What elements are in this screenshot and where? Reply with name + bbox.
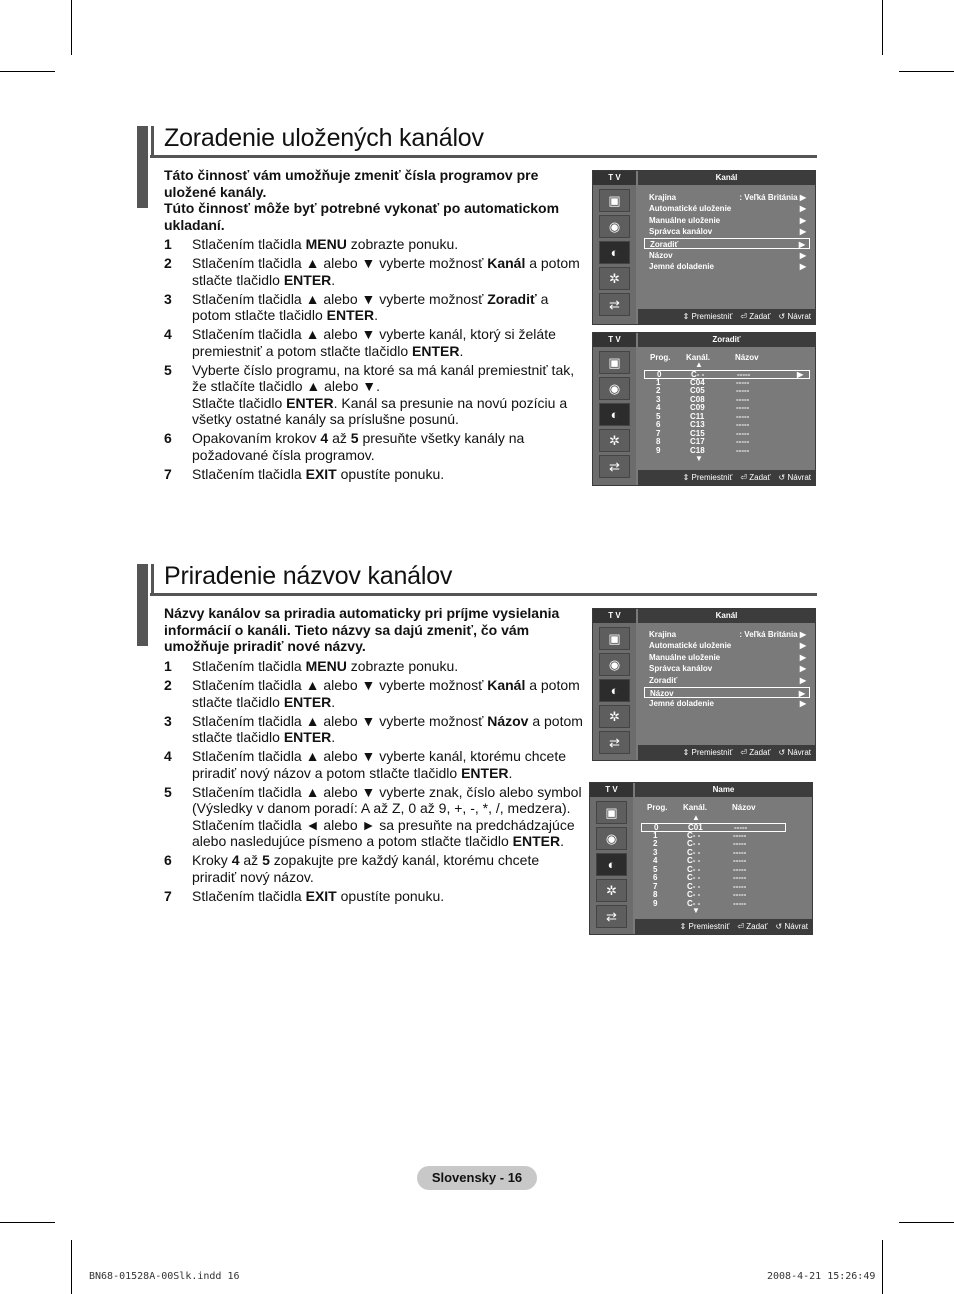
step-item — [164, 658, 584, 675]
osd-menu-item: Automatické uloženie ▶ — [649, 641, 806, 650]
list-row: 2 C05 ----- — [656, 386, 750, 395]
intro-text: Táto činnosť vám umožňuje zmeniť čísla programov pre uložené kanály. — [164, 167, 539, 200]
print-slug-file: BN68-01528A-00Slk.indd 16 — [89, 1271, 240, 1282]
osd-hint-enter: ⏎ Zadať — [737, 922, 768, 931]
osd-hint-return: ↺ Návrat — [778, 473, 811, 482]
step-number: 1 — [164, 236, 172, 252]
col-header-channel: Kanál. — [683, 803, 708, 812]
step-item — [164, 326, 584, 359]
step-text: Stlačením tlačidla MENU zobrazte ponuku. — [192, 658, 459, 674]
osd-screen-kanal-menu — [592, 608, 816, 761]
list-row: 8 C17 ----- — [656, 437, 750, 446]
crop-mark — [0, 1222, 55, 1223]
channel-icon: ◐ — [596, 853, 627, 876]
col-header-channel: Kanál. — [686, 353, 711, 362]
osd-footer — [635, 919, 812, 934]
steps-list — [164, 658, 584, 907]
step-number: 7 — [164, 887, 172, 904]
step-number: 5 — [164, 361, 172, 378]
intro-text: Túto činnosť môže byť potrebné vykonať po automatickom ukladaní. — [164, 200, 560, 233]
osd-tv-label: T V — [590, 783, 633, 797]
list-row-selected: 0 C- - ----- ▶ — [644, 370, 810, 379]
crop-mark — [882, 1240, 883, 1294]
setup-icon: ✲ — [599, 705, 630, 728]
section-marker — [151, 126, 154, 156]
picture-icon: ▣ — [599, 189, 630, 212]
scroll-down-icon: ▼ — [692, 906, 700, 915]
sound-icon: ◉ — [599, 215, 630, 238]
osd-menu-item: Manuálne uloženie ▶ — [649, 653, 806, 662]
list-row: 2 C- - ----- — [653, 839, 747, 848]
osd-menu-item: Jemné doladenie ▶ — [649, 699, 806, 708]
crop-mark — [899, 71, 954, 72]
list-row: 7 C15 ----- — [656, 428, 750, 438]
osd-footer — [638, 309, 815, 324]
list-row-selected: 0 C01 ----- — [641, 823, 786, 832]
list-row: 6 C13 ----- — [656, 420, 750, 429]
list-row: 8 C- - ----- — [653, 890, 747, 899]
step-item — [164, 784, 584, 850]
sound-icon: ◉ — [596, 827, 627, 850]
osd-screen-kanal-menu — [592, 170, 816, 325]
section-title: Zoradenie uložených kanálov — [164, 124, 484, 152]
step-text: Opakovaním krokov 4 až 5 presuňte všetky kanály na požadované čísla programov. — [192, 430, 525, 463]
section-marker — [151, 564, 154, 594]
osd-hint-return: ↺ Návrat — [778, 312, 811, 321]
osd-menu-title: Zoradiť — [638, 333, 815, 347]
setup-icon: ✲ — [599, 429, 630, 452]
step-number: 1 — [164, 658, 172, 674]
step-number: 6 — [164, 852, 172, 868]
step-text: Vyberte číslo programu, na ktoré sa má kanál premiestniť tak, že stlačíte tlačidlo ▲ alebo ▼. Stlačte tlačidlo ENTER. Kanál sa presunie na novú pozíciu a všetky ostatné kanály sa príslušne posunú. — [192, 361, 575, 427]
osd-hint-move: ⇕ Premiestniť — [682, 473, 733, 482]
step-text: Stlačením tlačidla ▲ alebo ▼ vyberte znak, číslo alebo symbol (Výsledky v danom poradí: A až Z, 0 až 9, +, -, *, /, medzera). Stlačením tlačidla ◄ alebo ► sa presuňte na predchádzajúce alebo nasledujúce písmeno a potom stlačte tlačidlo ENTER. — [192, 783, 582, 849]
osd-hint-enter: ⏎ Zadať — [740, 312, 771, 321]
step-text: Stlačením tlačidla ▲ alebo ▼ vyberte kanál, ktorému chcete priradiť nový názov a potom stlačte tlačidlo ENTER. — [192, 748, 567, 781]
picture-icon: ▣ — [599, 627, 630, 650]
section-marker — [137, 564, 148, 646]
section-rule — [150, 593, 817, 596]
list-row: 5 C11 ----- — [656, 411, 750, 421]
step-number: 2 — [164, 677, 172, 693]
list-row: 9 C- - ----- — [653, 898, 747, 908]
osd-tv-label: T V — [593, 171, 636, 185]
channel-icon: ◐ — [599, 241, 630, 264]
setup-icon: ✲ — [599, 267, 630, 290]
osd-menu-item: Manuálne uloženie ▶ — [649, 216, 806, 225]
step-item — [164, 713, 584, 746]
step-item — [164, 466, 584, 483]
osd-hint-enter: ⏎ Zadať — [740, 473, 771, 482]
step-text: Stlačením tlačidla ▲ alebo ▼ vyberte možnosť Názov a potom stlačte tlačidlo ENTER. — [192, 712, 583, 745]
osd-footer — [638, 470, 815, 485]
crop-mark — [71, 0, 72, 55]
step-item — [164, 236, 584, 253]
list-row: 6 C- - ----- — [653, 873, 747, 882]
step-number: 4 — [164, 748, 172, 764]
osd-hint-move: ⇕ Premiestniť — [682, 312, 733, 321]
step-text: Stlačením tlačidla EXIT opustíte ponuku. — [192, 887, 445, 904]
osd-hint-move: ⇕ Premiestniť — [682, 748, 733, 757]
step-text: Stlačením tlačidla ▲ alebo ▼ vyberte kanál, ktorý si želáte premiestniť a potom stlačte tlačidlo ENTER. — [192, 326, 556, 359]
step-item — [164, 291, 584, 324]
step-text: Kroky 4 až 5 zopakujte pre každý kanál, ktorému chcete priradiť nový názov. — [192, 852, 540, 885]
input-icon: ⇄ — [599, 731, 630, 754]
print-slug-date: 2008-4-21 15:26:49 — [767, 1271, 876, 1282]
intro-text: Názvy kanálov sa priradia automaticky pri príjme vysielania informácií o kanáli. Tieto názvy sa dajú zmeniť, čo vám umožňuje priradiť nové názvy. — [164, 605, 560, 654]
crop-mark — [882, 0, 883, 55]
osd-menu-title: Name — [635, 783, 812, 797]
step-number: 4 — [164, 326, 172, 342]
step-number: 7 — [164, 465, 172, 482]
col-header-prog: Prog. — [650, 353, 671, 362]
section-marker — [137, 126, 148, 208]
step-number: 2 — [164, 255, 172, 271]
osd-menu-title: Kanál — [638, 609, 815, 623]
osd-menu-item: Zoradiť ▶ — [649, 676, 806, 685]
step-item — [164, 677, 584, 710]
step-item — [164, 255, 584, 288]
step-text: Stlačením tlačidla ▲ alebo ▼ vyberte možnosť Zoradiť a potom stlačte tlačidlo ENTER. — [192, 290, 549, 323]
crop-mark — [0, 71, 55, 72]
channel-icon: ◐ — [599, 679, 630, 702]
step-text: Stlačením tlačidla ▲ alebo ▼ vyberte možnosť Kanál a potom stlačte tlačidlo ENTER. — [192, 255, 580, 288]
list-row: 7 C- - ----- — [653, 881, 747, 891]
steps-list — [164, 236, 584, 485]
osd-hint-return: ↺ Návrat — [775, 922, 808, 931]
osd-menu-item: Krajina : Veľká Británia ▶ — [649, 193, 806, 202]
picture-icon: ▣ — [596, 801, 627, 824]
list-row: 4 C- - ----- — [653, 856, 747, 865]
step-item — [164, 748, 584, 781]
step-number: 3 — [164, 290, 172, 307]
step-text: Stlačením tlačidla ▲ alebo ▼ vyberte možnosť Kanál a potom stlačte tlačidlo ENTER. — [192, 677, 580, 710]
osd-menu-item: Správca kanálov ▶ — [649, 664, 806, 673]
input-icon: ⇄ — [599, 455, 630, 478]
sound-icon: ◉ — [599, 653, 630, 676]
section-intro — [164, 605, 584, 655]
osd-screen-sort-list — [592, 332, 816, 486]
channel-icon: ◐ — [599, 403, 630, 426]
scroll-up-icon: ▲ — [695, 360, 703, 369]
osd-menu-item: Automatické uloženie ▶ — [649, 204, 806, 213]
list-row: 1 C- - ----- — [653, 830, 747, 840]
step-number: 5 — [164, 783, 172, 800]
list-row: 9 C18 ----- — [656, 445, 750, 455]
osd-menu-item: Správca kanálov ▶ — [649, 227, 806, 236]
col-header-name: Názov — [735, 353, 759, 362]
list-row: 5 C- - ----- — [653, 864, 747, 874]
input-icon: ⇄ — [599, 293, 630, 316]
osd-hint-move: ⇕ Premiestniť — [679, 922, 730, 931]
col-header-prog: Prog. — [647, 803, 668, 812]
step-text: Stlačením tlačidla MENU zobrazte ponuku. — [192, 236, 459, 252]
step-item — [164, 852, 584, 885]
osd-menu-title: Kanál — [638, 171, 815, 185]
osd-menu-item: Názov ▶ — [649, 251, 806, 260]
osd-hint-return: ↺ Návrat — [778, 748, 811, 757]
step-item — [164, 430, 584, 463]
step-item — [164, 888, 584, 905]
osd-tv-label: T V — [593, 333, 636, 347]
col-header-name: Názov — [732, 803, 756, 812]
page-number-badge: Slovensky - 16 — [417, 1166, 537, 1190]
input-icon: ⇄ — [596, 905, 627, 928]
crop-mark — [71, 1240, 72, 1294]
setup-icon: ✲ — [596, 879, 627, 902]
scroll-up-icon: ▲ — [692, 813, 700, 822]
list-row: 3 C08 ----- — [656, 394, 750, 404]
osd-hint-enter: ⏎ Zadať — [740, 748, 771, 757]
sound-icon: ◉ — [599, 377, 630, 400]
list-row: 4 C09 ----- — [656, 403, 750, 412]
section-intro — [164, 167, 584, 233]
list-row: 3 C- - ----- — [653, 847, 747, 857]
osd-menu-item: Jemné doladenie ▶ — [649, 262, 806, 271]
step-number: 6 — [164, 430, 172, 446]
picture-icon: ▣ — [599, 351, 630, 374]
osd-menu-item-selected: Zoradiť ▶ — [644, 238, 810, 249]
osd-menu-item-selected: Názov ▶ — [644, 687, 810, 698]
crop-mark — [899, 1222, 954, 1223]
section-title: Priradenie názvov kanálov — [164, 562, 453, 590]
step-text: Stlačením tlačidla EXIT opustíte ponuku. — [192, 465, 445, 482]
osd-footer — [638, 745, 815, 760]
step-item — [164, 362, 584, 428]
osd-tv-label: T V — [593, 609, 636, 623]
list-row: 1 C04 ----- — [656, 377, 750, 387]
step-number: 3 — [164, 712, 172, 729]
section-rule — [150, 155, 817, 158]
osd-menu-item: Krajina : Veľká Británia ▶ — [649, 630, 806, 639]
scroll-down-icon: ▼ — [695, 454, 703, 463]
osd-screen-name-list — [589, 782, 813, 935]
